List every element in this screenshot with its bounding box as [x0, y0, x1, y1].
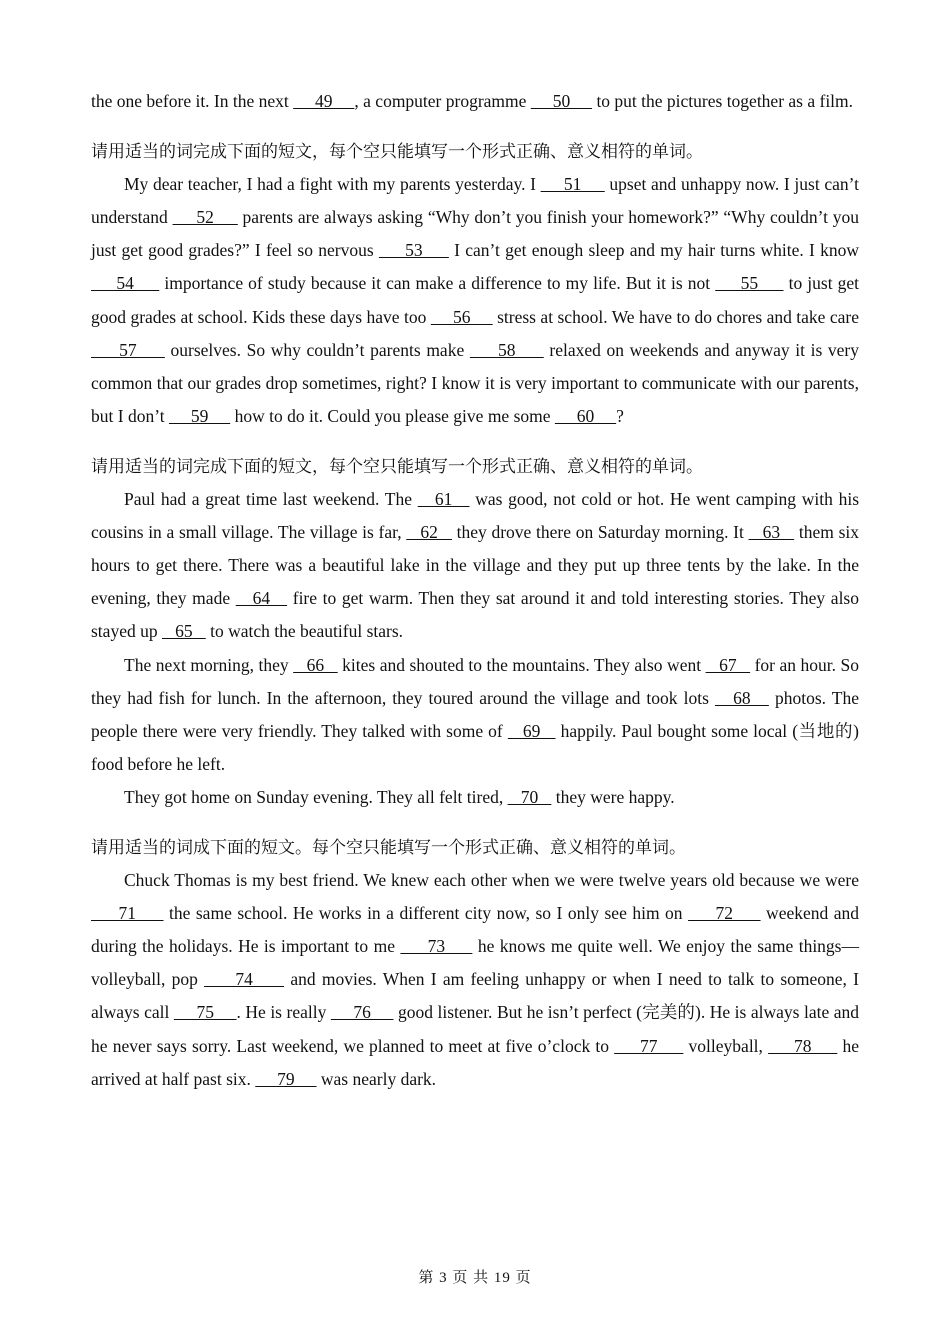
text-segment: how to do it. Could you please give me some [230, 405, 555, 426]
answer-blank[interactable]: 71 [91, 903, 164, 924]
section-1-heading: 请用适当的词完成下面的短文，每个空只能填写一个形式正确、意义相符的单词。 [91, 142, 703, 162]
answer-blank[interactable]: 64 [235, 588, 288, 609]
text-segment: I can’t get enough sleep and my hair turns white. I know [448, 240, 860, 261]
text-segment: Paul had a great time last weekend. The [124, 489, 418, 510]
answer-blank[interactable]: 65 [161, 621, 206, 642]
text-segment: they drove there on Saturday morning. It [451, 522, 749, 543]
text-segment: parents are always asking “Why don’t you finish your homework?” “Why couldn’t you just get good grades?” I feel so nervous [91, 207, 859, 261]
answer-blank[interactable]: 52 [172, 207, 238, 228]
answer-blank[interactable]: 75 [173, 1002, 237, 1023]
text-segment: Chuck Thomas is my best friend. We knew each other when we were twelve years old because we were [124, 870, 859, 891]
paragraph-paul-1 [91, 483, 859, 648]
text-segment: he knows me quite well. We enjoy the same things—volleyball, pop [91, 936, 859, 990]
section-2-heading: 请用适当的词完成下面的短文，每个空只能填写一个形式正确、意义相符的单词。 [91, 456, 703, 476]
answer-blank[interactable]: 60 [554, 405, 617, 426]
text-segment: was good, not cold or hot. He went camping with his cousins in a small village. The village is far, [91, 489, 860, 543]
answer-blank[interactable]: 72 [688, 903, 761, 924]
text-segment: the one before it. In the next [91, 91, 294, 111]
answer-blank[interactable]: 54 [91, 273, 160, 294]
answer-blank[interactable]: 56 [430, 306, 493, 327]
answer-blank[interactable]: 61 [417, 489, 470, 510]
answer-blank[interactable]: 63 [748, 522, 795, 543]
answer-blank[interactable]: 58 [469, 339, 544, 360]
text-segment: good listener. But he isn’t perfect (完美的). He is always late and he never says sorry. Last weekend, we planned to meet at five o’clock to [91, 1002, 859, 1056]
text-segment: photos. The people there were very friendly. They talked with some of [91, 687, 859, 741]
text-segment: ourselves. So why couldn’t parents make [164, 339, 470, 360]
page-number: 第 3 页 共 19 页 [418, 1270, 532, 1286]
text-segment: relaxed on weekends and anyway it is very common that our grades drop sometimes, right? I know it is very important to communicate with our parents, but I don’t [91, 339, 860, 426]
text-segment: to put the pictures together as a film. [592, 91, 854, 111]
text-segment: , a computer programme [354, 91, 531, 111]
text-segment: They got home on Sunday evening. They all felt tired, [124, 786, 508, 807]
text-segment: they were happy. [551, 786, 675, 807]
text-segment: happily. Paul bought some local (当地的) food before he left. [91, 720, 860, 774]
text-segment: stress at school. We have to do chores and take care [492, 306, 859, 327]
answer-blank[interactable]: 49 [293, 91, 355, 111]
paragraph-intro [91, 85, 859, 118]
document-page [91, 85, 859, 1096]
text-segment: upset and unhappy now. I just can’t understand [91, 174, 860, 228]
text-segment: he arrived at half past six. [91, 1035, 860, 1089]
paragraph-paul-3 [91, 781, 859, 814]
text-segment: them six hours to get there. There was a beautiful lake in the village and they put up three tents by the lake. In the evening, they made [91, 522, 859, 609]
answer-blank[interactable]: 59 [168, 405, 231, 426]
answer-blank[interactable]: 74 [204, 969, 285, 990]
text-segment: was nearly dark. [316, 1068, 437, 1089]
text-segment: fire to get warm. Then they sat around it and told interesting stories. They also stayed up [91, 588, 859, 642]
answer-blank[interactable]: 68 [714, 687, 769, 708]
text-segment: weekend and during the holidays. He is important to me [91, 903, 860, 957]
answer-blank[interactable]: 55 [715, 273, 784, 294]
answer-blank[interactable]: 70 [507, 786, 552, 807]
answer-blank[interactable]: 51 [540, 174, 605, 195]
paragraph-chuck [91, 864, 859, 1096]
paragraph-letter [91, 168, 859, 433]
answer-blank[interactable]: 73 [400, 936, 473, 957]
answer-blank[interactable]: 57 [91, 339, 165, 360]
text-segment: for an hour. So they had fish for lunch. In the afternoon, they toured around the village and took lots [91, 654, 859, 708]
answer-blank[interactable]: 62 [406, 522, 452, 543]
text-segment: The next morning, they [124, 654, 294, 675]
text-segment: My dear teacher, I had a fight with my parents yesterday. I [124, 174, 541, 195]
section-3-heading: 请用适当的词成下面的短文。每个空只能填写一个形式正确、意义相符的单词。 [91, 837, 686, 857]
text-segment: . He is really [236, 1002, 331, 1023]
text-segment: and movies. When I am feeling unhappy or when I need to talk to someone, I always call [91, 969, 860, 1023]
answer-blank[interactable]: 76 [330, 1002, 394, 1023]
answer-blank[interactable]: 67 [705, 654, 751, 675]
answer-blank[interactable]: 66 [293, 654, 338, 675]
text-segment: to just get good grades at school. Kids these days have too [91, 273, 860, 327]
answer-blank[interactable]: 78 [768, 1035, 838, 1056]
answer-blank[interactable]: 77 [614, 1035, 684, 1056]
text-segment: to watch the beautiful stars. [205, 621, 404, 642]
answer-blank[interactable]: 50 [530, 91, 593, 111]
answer-blank[interactable]: 79 [255, 1068, 317, 1089]
paragraph-paul-2 [91, 649, 859, 781]
text-segment: volleyball, [683, 1035, 769, 1056]
text-segment: importance of study because it can make a difference to my life. But it is not [159, 273, 716, 294]
text-segment: ? [616, 405, 624, 426]
answer-blank[interactable]: 53 [378, 240, 449, 261]
text-segment: the same school. He works in a different city now, so I only see him on [163, 903, 689, 924]
answer-blank[interactable]: 69 [507, 720, 556, 741]
text-segment: kites and shouted to the mountains. They also went [337, 654, 706, 675]
